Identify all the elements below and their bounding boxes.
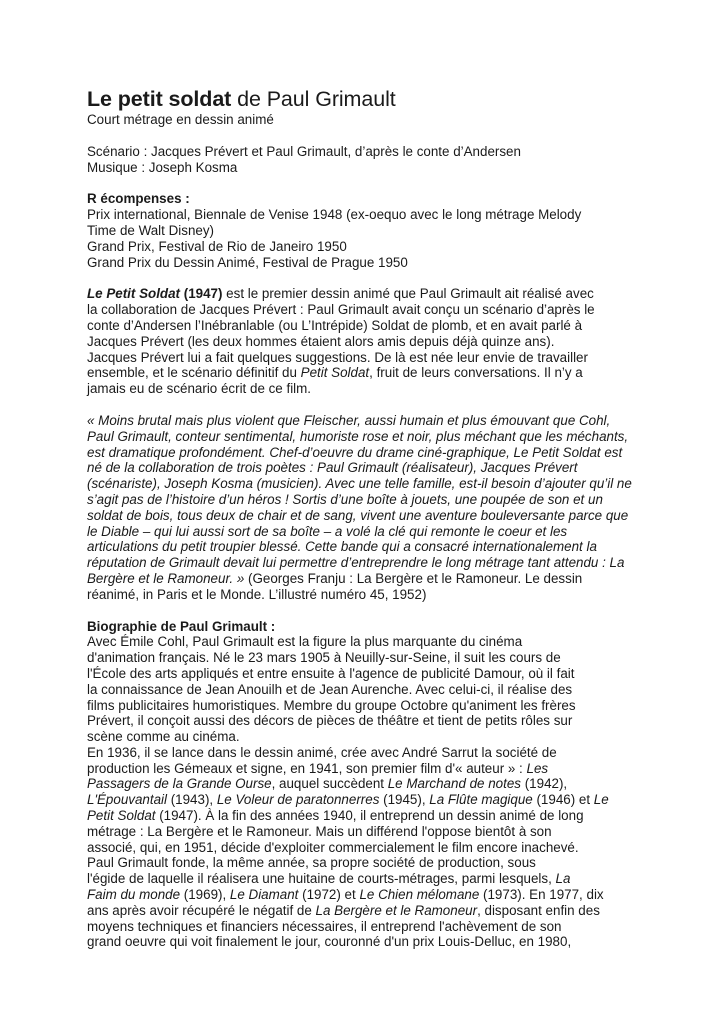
quote-line: Paul Grimault, conteur sentimental, humoriste rose et noir, plus méchant que les méchants, bbox=[87, 428, 629, 444]
bio-line: associé, qui, en 1951, décide d'exploiter commercialement le film encore inachevé. bbox=[87, 839, 579, 855]
subtitle: Court métrage en dessin animé bbox=[87, 112, 274, 127]
intro-line: Jacques Prévert (les deux hommes étaient alors amis depuis déjà quinze ans). bbox=[87, 333, 555, 349]
quote-line: réputation de Grimault devait lui permettre d’entreprendre le long métrage tant attendu : La bbox=[87, 555, 625, 571]
bio-line: l'École des arts appliqués et entre ensuite à l'agence de publicité Damour, où il fait bbox=[87, 665, 575, 681]
quote-line: soldat de bois, tous deux de chair et de sang, vivent une aventure bouleversante parce que bbox=[87, 507, 629, 523]
bio-line: Paul Grimault fonde, la même année, sa propre société de production, sous bbox=[87, 855, 536, 871]
title-film: Le petit soldat bbox=[87, 87, 232, 111]
intro-year: (1947) bbox=[180, 286, 223, 302]
document-page bbox=[87, 86, 647, 950]
bio-line: production les Gémeaux et signe, en 1941, son premier film d'« auteur » : Les bbox=[87, 760, 549, 776]
intro-film-title: Le Petit Soldat bbox=[87, 286, 181, 302]
awards-heading: R écompenses : bbox=[87, 191, 190, 207]
page-title bbox=[87, 86, 647, 112]
award-line: Grand Prix du Dessin Animé, Festival de Prague 1950 bbox=[87, 254, 408, 270]
credit-music: Musique : Joseph Kosma bbox=[87, 159, 238, 175]
bio-line: Petit Soldat (1947). À la fin des années 1940, il entreprend un dessin animé de long bbox=[87, 808, 584, 824]
intro-text: est le premier dessin animé que Paul Grimault ait réalisé avec bbox=[222, 286, 594, 302]
bio-line: ans après avoir récupéré le négatif de La Bergère et le Ramoneur, disposant enfin des bbox=[87, 902, 600, 918]
quote-line: (scénariste), Joseph Kosma (musicien). Avec une telle famille, est-il besoin d’ajouter qu’il ne bbox=[87, 476, 632, 492]
award-line: Prix international, Biennale de Venise 1948 (ex-oequo avec le long métrage Melody bbox=[87, 207, 582, 223]
bio-line: la connaissance de Jean Anouilh et de Jean Aurenche. Avec celui-ci, il réalise des bbox=[87, 681, 573, 697]
bio-line: L'Épouvantail (1943), Le Voleur de paratonnerres (1945), La Flûte magique (1946) et Le bbox=[87, 792, 609, 808]
intro-line: la collaboration de Jacques Prévert : Paul Grimault avait conçu un scénario d’après le bbox=[87, 302, 595, 318]
bio-line: En 1936, il se lance dans le dessin animé, crée avec André Sarrut la société de bbox=[87, 744, 557, 760]
intro-line: jamais eu de scénario écrit de ce film. bbox=[87, 381, 312, 397]
intro-text: , fruit de leurs conversations. Il n’y a bbox=[369, 365, 583, 381]
quote-line: est dramatique profondément. Chef-d’oeuvre du drame ciné-graphique, Le Petit Soldat est bbox=[87, 444, 623, 460]
intro-film-ref: Petit Soldat bbox=[300, 365, 370, 381]
quote-line: le Diable – qui lui aussi sort de sa boîte – a volé la clé qui remonte le coeur et les bbox=[87, 523, 568, 539]
quote-line bbox=[87, 571, 647, 587]
bio-line: grand oeuvre qui voit finalement le jour, couronné d'un prix Louis-Delluc, en 1980, bbox=[87, 934, 572, 950]
bio-line: films publicitaires humoristiques. Membre du groupe Octobre qu'animent les frères bbox=[87, 697, 576, 713]
quote-line: s’agit pas de l’histoire d’un héros ! Sortis d’une boîte à jouets, une poupée de son et un bbox=[87, 491, 603, 507]
bio-line: moyens techniques et financiers nécessaires, il entreprend l'achèvement de son bbox=[87, 918, 562, 934]
bio-line: Faim du monde (1969), Le Diamant (1972) et Le Chien mélomane (1973). En 1977, dix bbox=[87, 887, 604, 903]
quote-text-end: Bergère et le Ramoneur. » bbox=[87, 570, 245, 586]
award-line: Grand Prix, Festival de Rio de Janeiro 1950 bbox=[87, 238, 347, 254]
intro-line bbox=[87, 365, 647, 381]
intro-text: ensemble, et le scénario définitif du bbox=[87, 365, 301, 381]
quote-line: né de la collaboration de trois poètes : Paul Grimault (réalisateur), Jacques Prévert bbox=[87, 460, 578, 476]
bio-line: scène comme au cinéma. bbox=[87, 729, 240, 745]
bio-line: l'égide de laquelle il réalisera une huitaine de courts-métrages, parmi lesquels, La bbox=[87, 871, 571, 887]
intro-line bbox=[87, 286, 647, 302]
quote-line: « Moins brutal mais plus violent que Fleischer, aussi humain et plus émouvant que Cohl, bbox=[87, 412, 611, 428]
quote-line: articulations du petit troupier blessé. Cette bande qui a consacré internationalement la bbox=[87, 539, 597, 555]
award-line: Time de Walt Disney) bbox=[87, 222, 214, 238]
quote-source-end: réanimé, in Paris et le Monde. L’illustré numéro 45, 1952) bbox=[87, 586, 427, 602]
title-author: de Paul Grimault bbox=[231, 87, 396, 111]
bio-line: Passagers de la Grande Ourse, auquel succèdent Le Marchand de notes (1942), bbox=[87, 776, 568, 792]
intro-line: Jacques Prévert lui a fait quelques suggestions. De là est née leur envie de travailler bbox=[87, 349, 588, 365]
credit-scenario: Scénario : Jacques Prévert et Paul Grimault, d’après le conte d’Andersen bbox=[87, 143, 521, 159]
quote-source: (Georges Franju : La Bergère et le Ramoneur. Le dessin bbox=[244, 570, 583, 586]
bio-line: métrage : La Bergère et le Ramoneur. Mais un différend l'oppose bientôt à son bbox=[87, 823, 552, 839]
bio-heading: Biographie de Paul Grimault : bbox=[87, 618, 276, 634]
intro-line: conte d’Andersen l’Inébranlable (ou L’Intrépide) Soldat de plomb, et en avait parlé à bbox=[87, 317, 583, 333]
bio-line: d'animation français. Né le 23 mars 1905 à Neuilly-sur-Seine, il suit les cours de bbox=[87, 650, 561, 666]
bio-line: Avec Émile Cohl, Paul Grimault est la figure la plus marquante du cinéma bbox=[87, 634, 523, 650]
bio-line: Prévert, il conçoit aussi des décors de pièces de théâtre et tient de petits rôles sur bbox=[87, 713, 573, 729]
quote-block bbox=[87, 413, 647, 603]
